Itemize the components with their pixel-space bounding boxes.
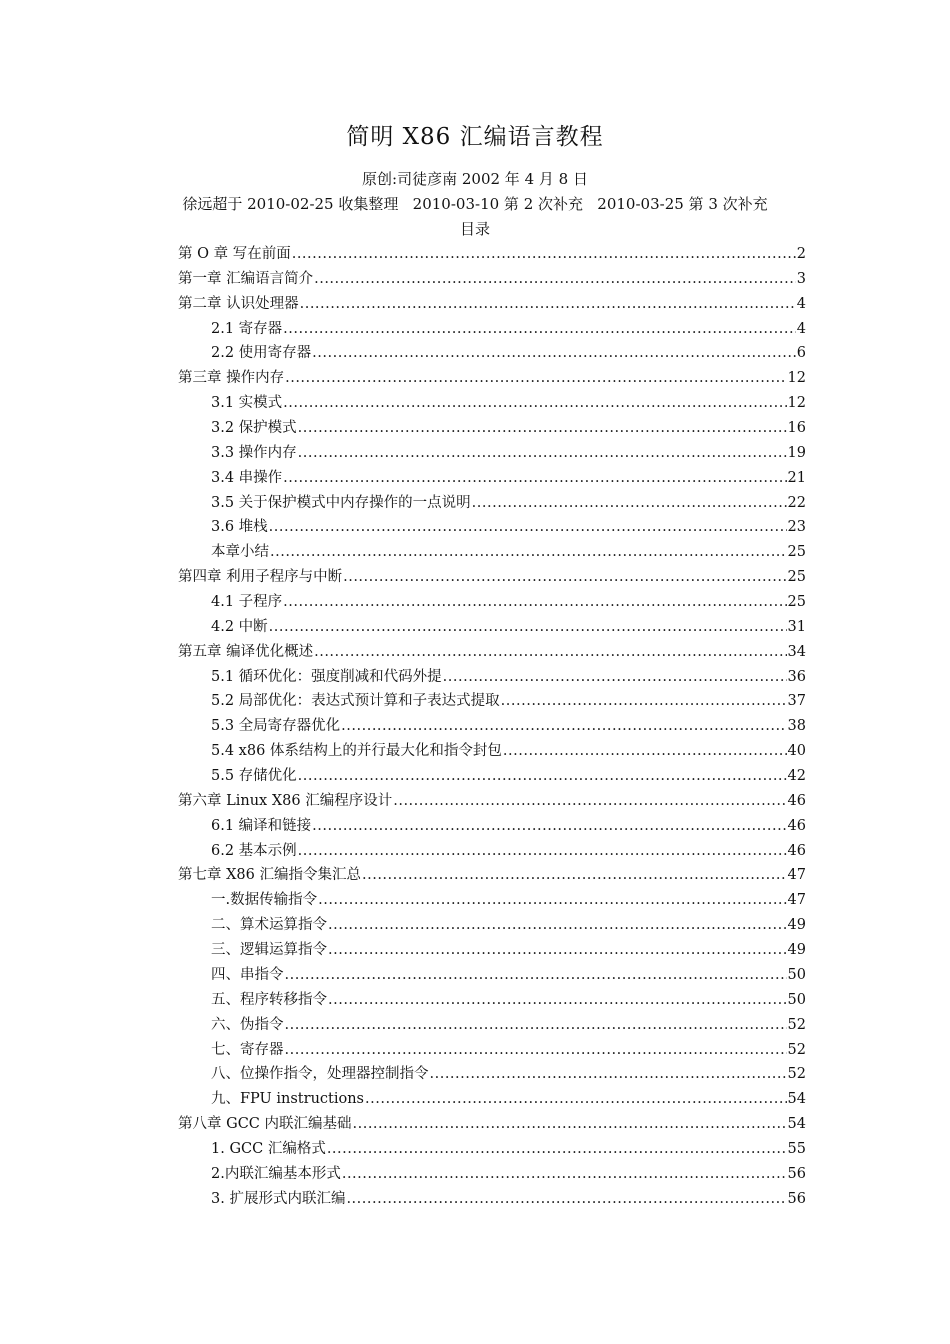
toc-entry-label: 第五章 编译优化概述	[178, 643, 314, 660]
toc-entry[interactable]	[178, 515, 806, 540]
toc-entry[interactable]	[178, 888, 806, 913]
author-line: 原创:司徒彦南 2002 年 4 月 8 日	[362, 170, 588, 188]
toc-entry-label: 第一章 汇编语言简介	[178, 270, 314, 287]
toc-leader-dots	[503, 743, 787, 759]
toc-entry[interactable]	[178, 640, 806, 665]
toc-entry-page: 38	[787, 718, 806, 735]
toc-entry-page: 4	[796, 320, 806, 337]
toc-entry-page: 52	[787, 1066, 806, 1083]
toc-entry[interactable]	[178, 242, 806, 267]
toc-entry-label: 1. GCC 汇编格式	[211, 1140, 326, 1157]
toc-entry-label: 3. 扩展形式内联汇编	[211, 1190, 346, 1207]
toc-entry[interactable]	[178, 1087, 806, 1112]
toc-leader-dots	[341, 718, 786, 734]
toc-entry-page: 3	[796, 270, 806, 287]
toc-leader-dots	[283, 395, 786, 411]
toc-entry-label: 三、逻辑运算指令	[211, 942, 327, 959]
toc-entry-page: 12	[787, 370, 806, 387]
toc-entry[interactable]	[178, 689, 806, 714]
toc-entry-page: 55	[787, 1140, 806, 1157]
toc-entry-label: 第三章 操作内存	[178, 370, 285, 387]
toc-entry[interactable]	[178, 1137, 806, 1162]
toc-entry[interactable]	[178, 1062, 806, 1087]
toc-entry-label: 5.1 循环优化：强度削减和代码外提	[211, 668, 442, 685]
toc-entry[interactable]	[178, 1162, 806, 1187]
toc-entry-label: 5.5 存储优化	[211, 768, 297, 785]
toc-entry-page: 46	[787, 817, 806, 834]
toc-entry[interactable]	[178, 441, 806, 466]
toc-entry-page: 54	[787, 1091, 806, 1108]
document-title: 简明 X86 汇编语言教程	[346, 124, 604, 150]
toc-leader-dots	[269, 619, 787, 635]
toc-entry-page: 25	[787, 594, 806, 611]
toc-leader-dots	[300, 296, 796, 312]
toc-entry[interactable]	[178, 764, 806, 789]
toc-entry[interactable]	[178, 466, 806, 491]
toc-entry-label: 2.2 使用寄存器	[211, 345, 312, 362]
toc-entry-label: 第六章 Linux X86 汇编程序设计	[178, 792, 393, 809]
toc-entry-label: 六、伪指令	[211, 1016, 284, 1033]
toc-entry-label: 3.2 保护模式	[211, 420, 297, 437]
toc-entry-page: 23	[787, 519, 806, 536]
toc-entry[interactable]	[178, 665, 806, 690]
toc-leader-dots	[312, 818, 786, 834]
toc-leader-dots	[298, 768, 787, 784]
toc-entry[interactable]	[178, 565, 806, 590]
toc-entry-page: 50	[787, 991, 806, 1008]
toc-entry-page: 46	[787, 842, 806, 859]
toc-leader-dots	[312, 345, 796, 361]
toc-entry-label: 5.4 x86 体系结构上的并行最大化和指令封包	[211, 743, 502, 760]
toc-entry-label: 5.3 全局寄存器优化	[211, 718, 341, 735]
toc-entry-label: 第 O 章 写在前面	[178, 246, 291, 262]
toc-entry-label: 6.2 基本示例	[211, 842, 297, 859]
compilation-note: 徐远超于 2010-02-25 收集整理 2010-03-10 第 2 次补充 2010-03-25 第 3 次补充	[182, 195, 768, 213]
toc-leader-dots	[269, 519, 787, 535]
toc-entry-label: 3.4 串操作	[211, 469, 283, 486]
toc-entry-page: 52	[787, 1041, 806, 1058]
toc-entry[interactable]	[178, 1038, 806, 1063]
toc-leader-dots	[342, 1166, 787, 1182]
toc-leader-dots	[443, 669, 787, 685]
toc-leader-dots	[285, 1042, 787, 1058]
toc-leader-dots	[327, 1141, 787, 1157]
toc-leader-dots	[430, 1066, 787, 1082]
toc-entry[interactable]	[178, 789, 806, 814]
toc-leader-dots	[501, 693, 787, 709]
toc-leader-dots	[362, 867, 787, 883]
toc-entry-page: 42	[787, 768, 806, 785]
toc-entry-label: 5.2 局部优化：表达式预计算和子表达式提取	[211, 693, 500, 710]
toc-entry[interactable]	[178, 615, 806, 640]
toc-leader-dots	[285, 370, 786, 386]
toc-entry-page: 4	[796, 295, 806, 312]
toc-entry-page: 56	[787, 1165, 806, 1182]
toc-entry-page: 49	[787, 942, 806, 959]
toc-entry-label: 3.5 关于保护模式中内存操作的一点说明	[211, 494, 471, 511]
toc-leader-dots	[328, 992, 787, 1008]
toc-entry-label: 3.3 操作内存	[211, 444, 297, 461]
toc-entry-label: 八、位操作指令，处理器控制指令	[211, 1066, 429, 1083]
toc-entry-label: 九、FPU instructions	[211, 1091, 365, 1108]
toc-entry-page: 50	[787, 966, 806, 983]
toc-entry-page: 37	[787, 693, 806, 710]
toc-entry-page: 40	[787, 743, 806, 760]
toc-entry-page: 47	[787, 867, 806, 884]
table-of-contents	[178, 242, 806, 1212]
toc-leader-dots	[343, 569, 786, 585]
toc-entry[interactable]	[178, 938, 806, 963]
toc-entry-label: 本章小结	[211, 544, 269, 561]
toc-entry-label: 3.1 实模式	[211, 395, 283, 412]
toc-entry[interactable]	[178, 416, 806, 441]
toc-entry-page: 31	[787, 618, 806, 635]
toc-entry-page: 21	[787, 469, 806, 486]
toc-entry[interactable]	[178, 540, 806, 565]
toc-leader-dots	[283, 321, 796, 337]
toc-entry[interactable]	[178, 1187, 806, 1212]
toc-entry[interactable]	[178, 292, 806, 317]
toc-entry-label: 五、程序转移指令	[211, 991, 327, 1008]
toc-leader-dots	[298, 445, 787, 461]
toc-entry-label: 一.数据传输指令	[211, 892, 318, 909]
toc-leader-dots	[283, 594, 786, 610]
toc-leader-dots	[318, 892, 786, 908]
toc-entry-page: 16	[787, 420, 806, 437]
toc-entry-label: 二、算术运算指令	[211, 917, 327, 934]
toc-leader-dots	[328, 917, 787, 933]
toc-leader-dots	[285, 967, 787, 983]
toc-entry-page: 36	[787, 668, 806, 685]
toc-entry-page: 34	[787, 643, 806, 660]
toc-entry[interactable]	[178, 391, 806, 416]
toc-entry[interactable]	[178, 1013, 806, 1038]
toc-entry-label: 2.1 寄存器	[211, 320, 283, 337]
toc-entry-page: 47	[787, 892, 806, 909]
toc-entry[interactable]	[178, 739, 806, 764]
toc-leader-dots	[314, 271, 796, 287]
toc-entry[interactable]	[178, 267, 806, 292]
toc-entry-page: 49	[787, 917, 806, 934]
toc-entry-page: 54	[787, 1116, 806, 1133]
toc-leader-dots	[365, 1091, 787, 1107]
toc-leader-dots	[393, 793, 786, 809]
toc-entry-page: 56	[787, 1190, 806, 1207]
toc-entry-label: 6.1 编译和链接	[211, 817, 312, 834]
toc-entry-page: 25	[787, 544, 806, 561]
toc-entry[interactable]	[178, 839, 806, 864]
toc-entry-page: 2	[796, 246, 806, 262]
toc-entry-label: 第七章 X86 汇编指令集汇总	[178, 867, 361, 884]
toc-leader-dots	[285, 1017, 787, 1033]
toc-entry-page: 19	[787, 444, 806, 461]
toc-entry-page: 46	[787, 792, 806, 809]
toc-leader-dots	[328, 942, 787, 958]
toc-entry-label: 4.1 子程序	[211, 594, 283, 611]
toc-entry-label: 3.6 堆栈	[211, 519, 268, 536]
toc-entry-page: 25	[787, 569, 806, 586]
toc-entry[interactable]	[178, 988, 806, 1013]
toc-entry[interactable]	[178, 491, 806, 516]
toc-leader-dots	[346, 1191, 786, 1207]
toc-entry-label: 4.2 中断	[211, 618, 268, 635]
toc-entry[interactable]	[178, 317, 806, 342]
toc-entry[interactable]	[178, 1112, 806, 1137]
toc-leader-dots	[472, 495, 787, 511]
toc-entry[interactable]	[178, 590, 806, 615]
toc-leader-dots	[283, 470, 786, 486]
toc-entry[interactable]	[178, 366, 806, 391]
toc-entry-label: 四、串指令	[211, 966, 284, 983]
toc-leader-dots	[314, 644, 786, 660]
toc-entry[interactable]	[178, 814, 806, 839]
toc-entry-label: 第二章 认识处理器	[178, 295, 299, 312]
toc-entry[interactable]	[178, 863, 806, 888]
toc-heading: 目录	[459, 220, 490, 238]
toc-entry-label: 七、寄存器	[211, 1041, 284, 1058]
toc-leader-dots	[292, 246, 796, 262]
toc-leader-dots	[298, 420, 787, 436]
toc-entry[interactable]	[178, 963, 806, 988]
toc-entry-label: 2.内联汇编基本形式	[211, 1165, 341, 1182]
toc-entry-page: 6	[796, 345, 806, 362]
toc-entry[interactable]	[178, 714, 806, 739]
toc-entry-label: 第八章 GCC 内联汇编基础	[178, 1116, 352, 1133]
toc-entry[interactable]	[178, 913, 806, 938]
toc-leader-dots	[270, 544, 787, 560]
toc-entry-page: 12	[787, 395, 806, 412]
toc-entry-page: 52	[787, 1016, 806, 1033]
toc-leader-dots	[353, 1116, 787, 1132]
toc-entry-label: 第四章 利用子程序与中断	[178, 569, 343, 586]
toc-entry[interactable]	[178, 341, 806, 366]
toc-leader-dots	[298, 843, 787, 859]
toc-entry-page: 22	[787, 494, 806, 511]
